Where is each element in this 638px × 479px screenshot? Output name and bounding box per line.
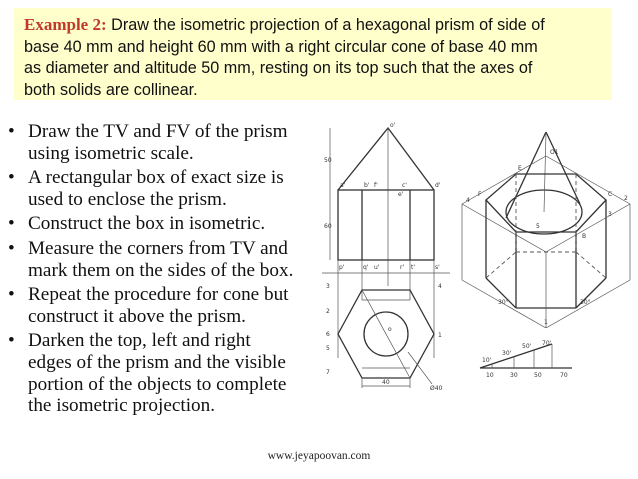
tv-number-label: 2 — [326, 308, 330, 315]
scale-label: 10 — [486, 372, 494, 379]
bullet-text-line: Measure the corners from TV and — [28, 237, 288, 259]
dim-60-label: 60 — [324, 223, 332, 230]
iso-box-line — [462, 156, 546, 204]
bullet-icon: • — [8, 284, 15, 306]
bullet-text-line: portion of the objects to complete — [28, 373, 287, 395]
fv-label: r' — [400, 264, 405, 271]
bullet-item — [8, 330, 326, 416]
iso-label: B — [582, 233, 587, 240]
scale-label: 10' — [482, 357, 492, 364]
bullet-text-line: edges of the prism and the visible — [28, 351, 286, 373]
tv-diagonal — [362, 290, 410, 378]
iso-box-line — [546, 204, 630, 252]
bullet-text-line: used to enclose the prism. — [28, 188, 227, 210]
footer-url: www.jeyapoovan.com — [267, 450, 371, 462]
bullet-text-line: using isometric scale. — [28, 142, 194, 164]
scale-label: 50 — [534, 372, 542, 379]
bullet-text-line: A rectangular box of exact size is — [28, 167, 284, 189]
bullet-text-line: Draw the TV and FV of the prism — [28, 121, 288, 142]
fv-cone-outline — [338, 128, 434, 190]
problem-line-2: base 40 mm and height 60 mm with a right circular cone of base 40 mm — [24, 37, 538, 56]
fv-label: q' — [363, 264, 369, 271]
bullet-icon: • — [8, 213, 15, 235]
isometric-scale-drawing — [476, 340, 576, 385]
fv-apex-label: o' — [390, 122, 396, 129]
iso-prism-top-hexagon — [486, 174, 606, 232]
iso-hidden-edge — [576, 252, 606, 278]
bullet-text-line: Darken the top, left and right — [28, 330, 251, 352]
iso-cone-generator — [506, 132, 546, 218]
fv-label: u' — [374, 264, 380, 271]
iso-axis-line — [544, 132, 546, 212]
fv-label: d' — [435, 182, 441, 189]
problem-line-4: both solids are collinear. — [24, 80, 198, 99]
tv-number-label: 3 — [326, 283, 330, 290]
tv-number-label: 4 — [438, 283, 442, 290]
scale-label: 30 — [510, 372, 518, 379]
tv-number-label: 5 — [326, 345, 330, 352]
iso-hidden-edge — [486, 252, 516, 278]
bullet-text-line: Construct the box in isometric. — [28, 213, 266, 235]
scale-label: 70 — [560, 372, 568, 379]
iso-label: 1 — [544, 319, 548, 326]
fv-label: e' — [398, 191, 404, 198]
iso-angle-label: 30° — [580, 299, 591, 306]
scale-isometric-line — [480, 344, 552, 368]
bullet-icon: • — [8, 167, 15, 189]
iso-label: O1 — [550, 149, 559, 156]
example-label: Example 2: — [24, 15, 107, 34]
bullet-text-line: the isometric projection. — [28, 395, 216, 417]
fv-prism-rectangle — [338, 190, 434, 260]
iso-box-line — [462, 204, 546, 252]
bullet-item — [8, 238, 326, 281]
bullet-item — [8, 167, 326, 210]
bullet-item — [8, 284, 326, 327]
bullet-text-line: construct it above the prism. — [28, 305, 246, 327]
iso-angle-label: 30° — [498, 299, 509, 306]
fv-label: b' — [364, 182, 370, 189]
tv-number-label: 6 — [326, 331, 330, 338]
iso-label: 5 — [536, 223, 540, 230]
bullet-item — [8, 213, 326, 235]
isometric-projection-drawing — [458, 118, 634, 328]
leader-line — [408, 352, 432, 384]
iso-label: F — [478, 191, 482, 198]
dim-40-label: 40 — [382, 379, 390, 386]
iso-label: 3 — [608, 211, 612, 218]
orthographic-views-drawing — [322, 118, 450, 398]
fv-label: c' — [402, 182, 407, 189]
bullet-icon: • — [8, 121, 15, 142]
tv-number-label: 7 — [326, 369, 330, 376]
iso-box-line — [546, 156, 630, 204]
bullet-item — [8, 121, 326, 164]
bullet-text-line: mark them on the sides of the box. — [28, 259, 294, 281]
dia-40-label: Ø40 — [430, 385, 443, 392]
problem-line-1: Draw the isometric projection of a hexagonal prism of side of — [106, 16, 545, 34]
problem-line-3: as diameter and altitude 50 mm, resting on its top such that the axes of — [24, 59, 533, 77]
fv-label: a' — [340, 182, 346, 189]
iso-label: 4 — [466, 197, 470, 204]
fv-label: f' — [374, 182, 378, 189]
scale-label: 70' — [542, 340, 552, 347]
bullet-text-line: Repeat the procedure for cone but — [28, 284, 289, 306]
tv-number-label: 1 — [438, 332, 442, 339]
scale-label: 30' — [502, 350, 512, 357]
iso-label: 2 — [624, 195, 628, 202]
problem-statement-box — [14, 8, 612, 100]
scale-label: 50' — [522, 343, 532, 350]
iso-label: E — [518, 165, 522, 172]
tv-o-label: o — [388, 326, 392, 333]
fv-label: s' — [435, 264, 440, 271]
bullet-icon: • — [8, 237, 15, 259]
fv-label: t' — [411, 264, 416, 271]
procedure-bullet-list — [8, 121, 326, 420]
dim-50-label: 50 — [324, 157, 332, 164]
bullet-icon: • — [8, 330, 15, 352]
iso-label: C — [608, 191, 613, 198]
fv-label: p' — [339, 264, 345, 271]
